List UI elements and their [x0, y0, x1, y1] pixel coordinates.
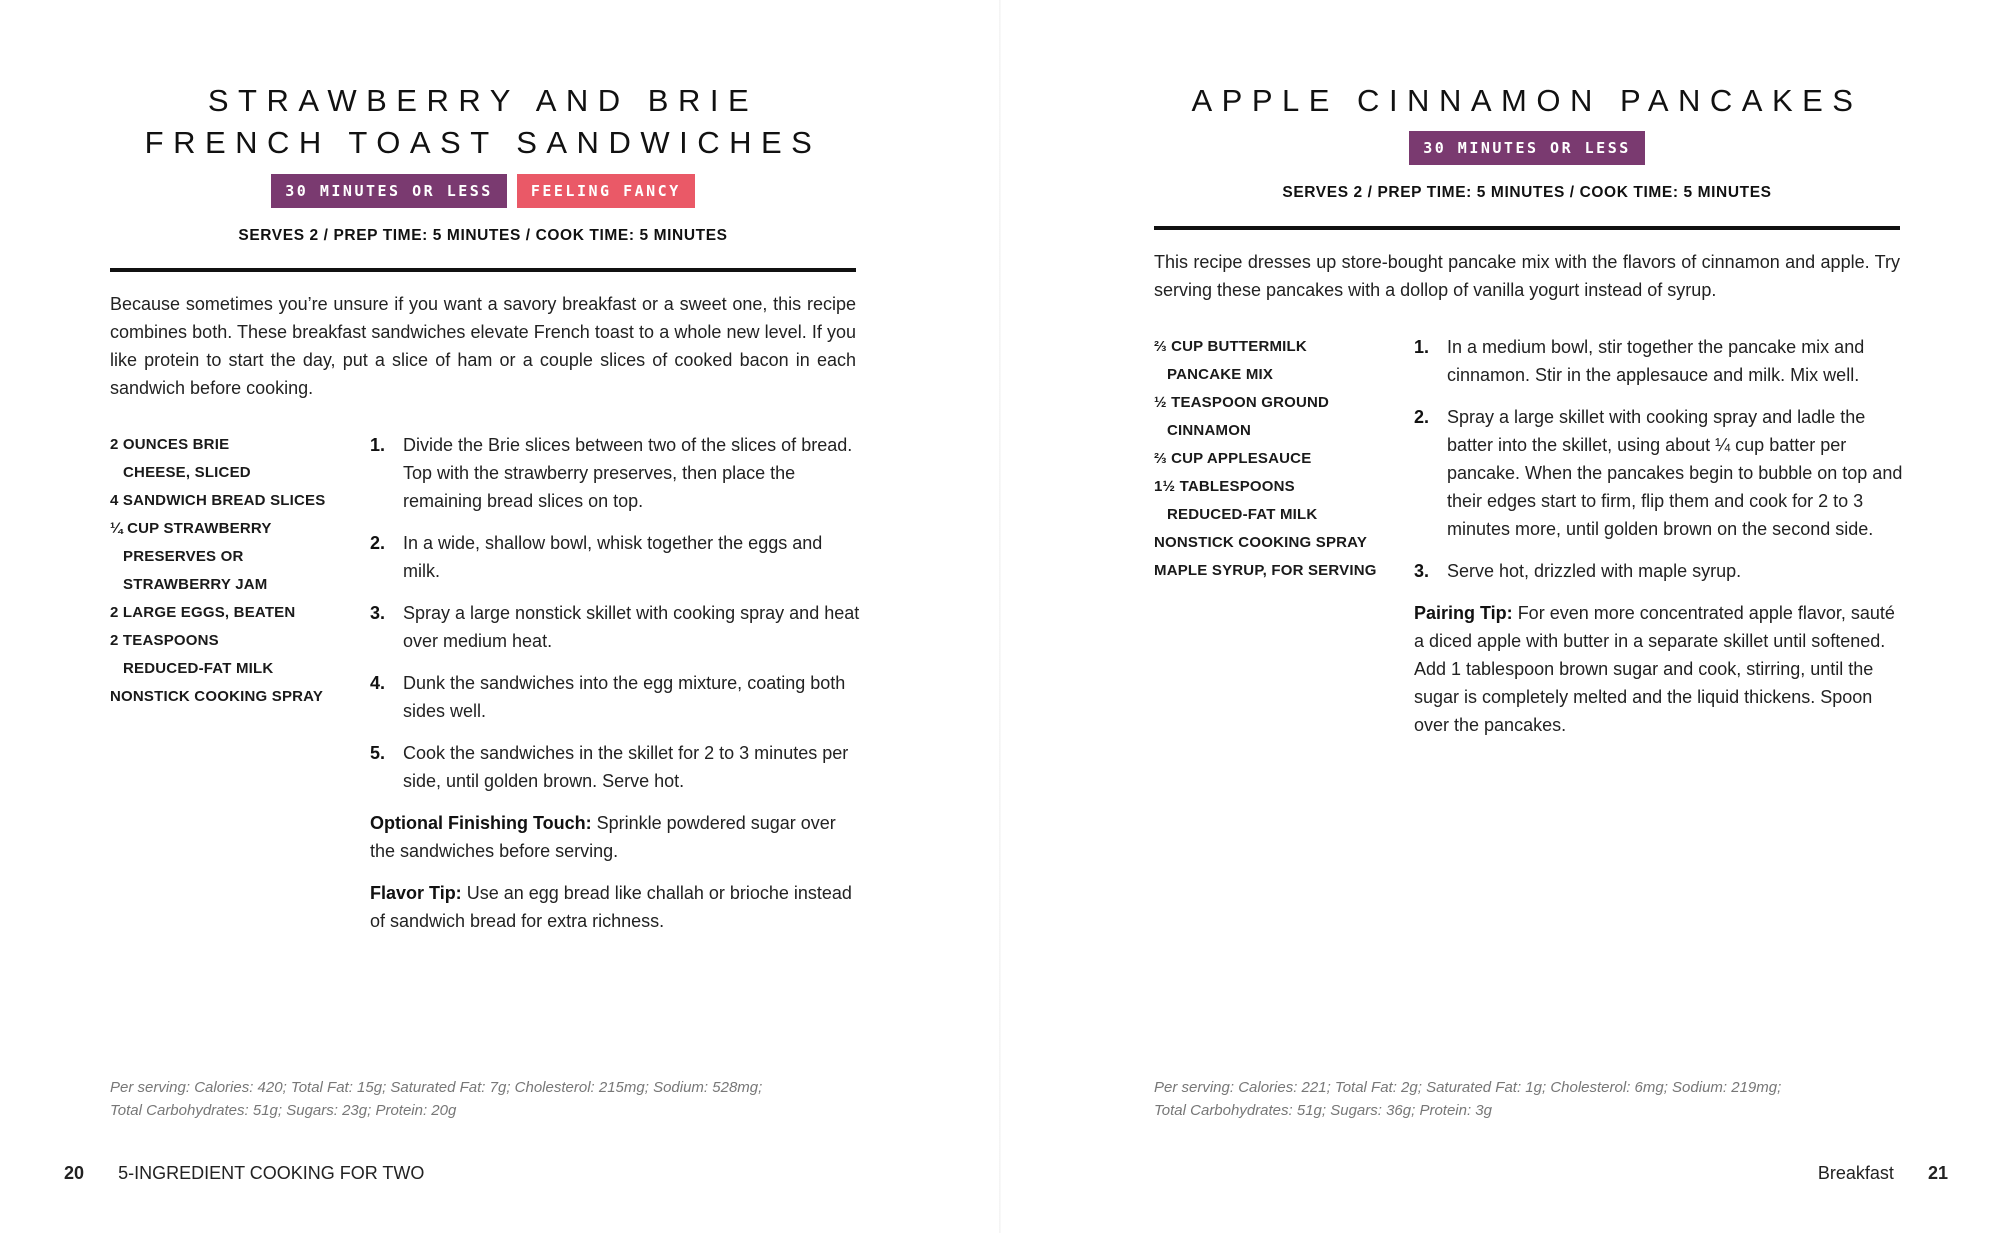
step-list: [370, 431, 860, 795]
ingredient-item: ½ TEASPOON GROUND CINNAMON: [1154, 394, 1330, 439]
flavor-tip: Flavor Tip: Use an egg bread like challah or brioche instead of sandwich bread for extra richness.: [370, 883, 852, 931]
page-footer: [64, 1163, 424, 1184]
tag-30-minutes: 30 MINUTES OR LESS: [271, 174, 507, 208]
ingredient-item: NONSTICK COOKING SPRAY: [110, 688, 324, 705]
instructions: [370, 431, 860, 949]
page-footer: [1818, 1163, 1948, 1184]
recipe-meta: SERVES 2 / PREP TIME: 5 MINUTES / COOK TIME: 5 MINUTES: [1282, 184, 1772, 201]
nutrition-info: Per serving: Calories: 221; Total Fat: 2g; Saturated Fat: 1g; Cholesterol: 6mg; Sodium: 219mg; Total Carbohydrates: 51g; Sugars: 36g; Protein: 3g: [1154, 1079, 1782, 1119]
ingredient-item: ⅔ CUP BUTTERMILK PANCAKE MIX: [1154, 338, 1307, 383]
step-item: 1. Divide the Brie slices between two of the slices of bread. Top with the strawberry preserves, then place the remaining bread slices on top.: [370, 435, 853, 511]
nutrition-info: Per serving: Calories: 420; Total Fat: 15g; Saturated Fat: 7g; Cholesterol: 215mg; Sodium: 528mg; Total Carbohydrates: 51g; Sugars: 23g; Protein: 20g: [110, 1079, 763, 1119]
divider-rule: [110, 268, 856, 272]
ingredient-item: 2 OUNCES BRIE CHEESE, SLICED: [110, 436, 251, 481]
ingredient-list: [1154, 333, 1394, 585]
title-line: FRENCH TOAST SANDWICHES: [144, 125, 822, 160]
step-item: 4. Dunk the sandwiches into the egg mixture, coating both sides well.: [370, 673, 846, 721]
finishing-touch-tip: Optional Finishing Touch: Sprinkle powdered sugar over the sandwiches before serving.: [370, 813, 836, 861]
step-item: 2. In a wide, shallow bowl, whisk together the eggs and milk.: [370, 533, 823, 581]
ingredient-item: ⅔ CUP APPLESAUCE: [1154, 450, 1312, 467]
divider-rule: [1154, 226, 1900, 230]
right-page: [1000, 0, 2000, 1233]
step-item: 1. In a medium bowl, stir together the pancake mix and cinnamon. Stir in the applesauce and milk. Mix well.: [1414, 337, 1865, 385]
ingredient-item: 1½ TABLESPOONS REDUCED-FAT MILK: [1154, 478, 1318, 523]
instructions: [1414, 333, 1904, 753]
step-item: 3. Serve hot, drizzled with maple syrup.: [1414, 561, 1742, 581]
title-line: STRAWBERRY AND BRIE: [207, 83, 759, 118]
running-head: 5-INGREDIENT COOKING FOR TWO: [118, 1163, 425, 1183]
ingredient-item: 2 LARGE EGGS, BEATEN: [110, 604, 296, 621]
ingredient-item: 4 SANDWICH BREAD SLICES: [110, 492, 326, 509]
running-head: Breakfast: [1817, 1163, 1894, 1183]
step-item: 2. Spray a large skillet with cooking spray and ladle the batter into the skillet, using about ¼ cup batter per pancake. When the pancakes begin to bubble on top and their edges start to firm, flip them and cook for 2 to 3 minutes more, until golden brown on the second side.: [1414, 407, 1903, 539]
recipe-tags: [110, 174, 856, 208]
recipe-intro: This recipe dresses up store-bought pancake mix with the flavors of cinnamon and apple. Try serving these pancakes with a dollop of vanilla yogurt instead of syrup.: [1154, 252, 1900, 300]
recipe-title: [110, 80, 856, 164]
ingredient-item: MAPLE SYRUP, FOR SERVING: [1154, 562, 1377, 579]
recipe-tags: [1154, 131, 1900, 165]
recipe-title: [1154, 80, 1900, 122]
step-item: 3. Spray a large nonstick skillet with cooking spray and heat over medium heat.: [370, 603, 860, 651]
tag-feeling-fancy: FEELING FANCY: [517, 174, 695, 208]
step-item: 5. Cook the sandwiches in the skillet for 2 to 3 minutes per side, until golden brown. Serve hot.: [370, 743, 849, 791]
step-list: [1414, 333, 1904, 585]
ingredient-list: [110, 431, 350, 711]
ingredient-item: ¼ CUP STRAWBERRY PRESERVES OR STRAWBERRY JAM: [110, 520, 272, 593]
pairing-tip: Pairing Tip: For even more concentrated apple flavor, sauté a diced apple with butter in a separate skillet until softened. Add 1 tablespoon brown sugar and cook, stirring, until the sugar is completely melted and the liquid thickens. Spoon over the pancakes.: [1414, 603, 1895, 735]
ingredient-item: 2 TEASPOONS REDUCED-FAT MILK: [110, 632, 274, 677]
page-number: 21: [1927, 1163, 1948, 1183]
recipe-intro: Because sometimes you’re unsure if you want a savory breakfast or a sweet one, this recipe combines both. These breakfast sandwiches elevate French toast to a whole new level. If you like protein to start the day, put a slice of ham or a couple slices of cooked bacon in each sandwich before cooking.: [110, 294, 856, 398]
page-number: 20: [64, 1163, 85, 1183]
title-line: APPLE CINNAMON PANCAKES: [1191, 83, 1863, 118]
ingredient-item: NONSTICK COOKING SPRAY: [1154, 534, 1368, 551]
tag-30-minutes: 30 MINUTES OR LESS: [1409, 131, 1645, 165]
recipe-meta: SERVES 2 / PREP TIME: 5 MINUTES / COOK TIME: 5 MINUTES: [238, 227, 728, 244]
